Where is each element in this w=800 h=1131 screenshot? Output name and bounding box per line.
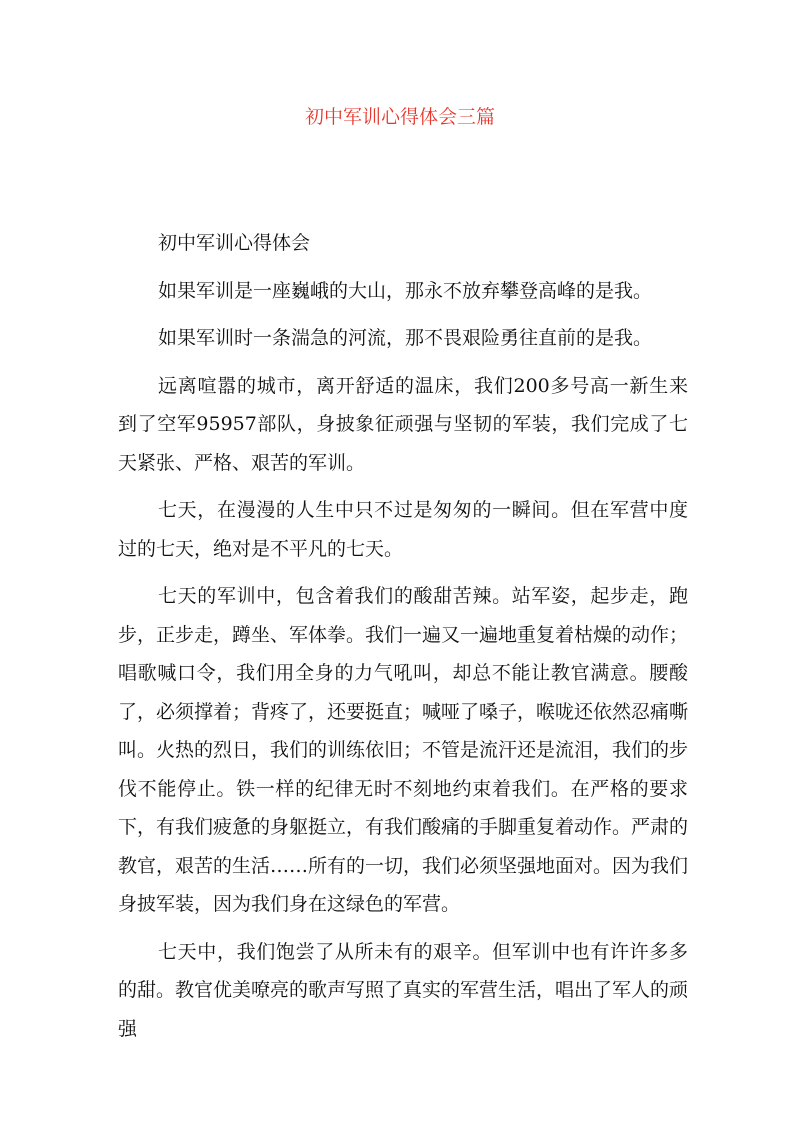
paragraph: 七天，在漫漫的人生中只不过是匆匆的一瞬间。但在军营中度过的七天，绝对是不平凡的七天。 xyxy=(118,499,688,560)
paragraph: 远离喧嚣的城市，离开舒适的温床，我们200多号高一新生来到了空军95957部队，身披象征顽强与坚韧的军装，我们完成了七天紧张、严格、艰苦的军训。 xyxy=(118,374,688,474)
paragraph: 如果军训是一座巍峨的大山，那永不放弃攀登高峰的是我。 xyxy=(158,279,653,302)
document-title: 初中军训心得体会三篇 xyxy=(304,106,495,128)
paragraph: 七天的军训中，包含着我们的酸甜苦辣。站军姿，起步走，跑步，正步走，蹲坐、军体拳。我们一遍又一遍地重复着枯燥的动作；唱歌喊口令，我们用全身的力气吼叫，却总不能让教官满意。腰酸了，必须撑着；背疼了，还要挺直；喊哑了嗓子，喉咙还依然忍痛嘶叫。火热的烈日，我们的训练依旧；不管是流汗还是流泪，我们的步伐不能停止。铁一样的纪律无时不刻地约束着我们。在严格的要求下，有我们疲惫的身躯挺立，有我们酸痛的手脚重复着动作。严肃的教官，艰苦的生活……所有的一切，我们必须坚强地面对。因为我们身披军装，因为我们身在这绿色的军营。 xyxy=(118,585,689,915)
document-body xyxy=(118,224,688,1057)
paragraph: 七天中，我们饱尝了从所未有的艰辛。但军训中也有许许多多的甜。教官优美嘹亮的歌声写照了真实的军营生活，唱出了军人的顽强 xyxy=(118,940,689,1040)
paragraph-heading: 初中军训心得体会 xyxy=(158,232,311,254)
paragraph: 如果军训时一条湍急的河流，那不畏艰险勇往直前的是我。 xyxy=(158,327,653,349)
